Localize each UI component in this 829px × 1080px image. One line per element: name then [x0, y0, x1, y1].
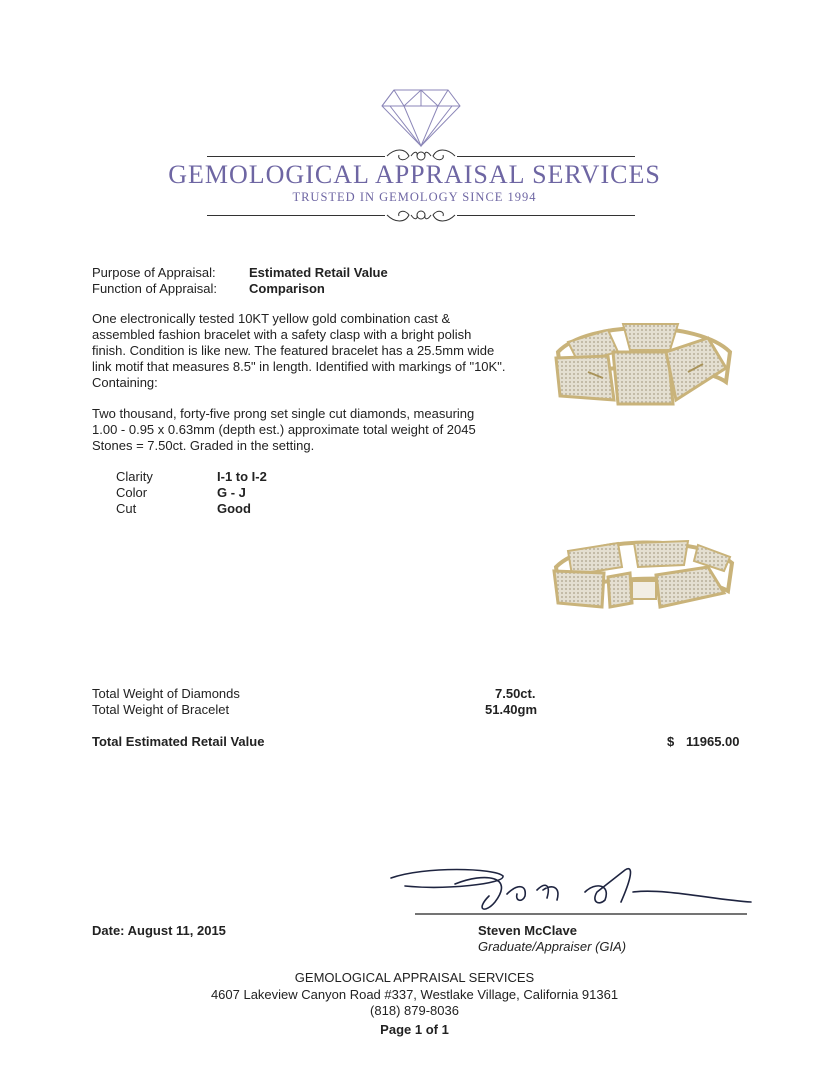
total-diamonds-label: Total Weight of Diamonds	[92, 686, 240, 701]
stone-description: Two thousand, forty-five prong set single cut diamonds, measuring 1.00 - 0.95 x 0.63mm (depth est.) approximate total weight of 2045 Stones = 7.50ct. Graded in the setting.	[92, 406, 476, 453]
appraiser-title: Graduate/Appraiser (GIA)	[478, 939, 627, 954]
total-diamonds-value: 7.50ct.	[495, 686, 536, 701]
color-value: G - J	[217, 485, 246, 500]
company-tagline: TRUSTED IN GEMOLOGY SINCE 1994	[292, 190, 537, 204]
bracelet-photo-top	[548, 312, 738, 412]
total-bracelet-value: 51.40gm	[485, 702, 538, 717]
footer-phone: (818) 879-8036	[370, 1003, 459, 1018]
clarity-label: Clarity	[116, 469, 153, 484]
company-title: GEMOLOGICAL APPRAISAL SERVICES	[168, 160, 661, 189]
cut-label: Cut	[116, 501, 137, 516]
function-label: Function of Appraisal:	[92, 281, 218, 296]
cut-value: Good	[217, 501, 251, 516]
header-rule-top-right	[457, 156, 635, 157]
purpose-label: Purpose of Appraisal:	[92, 265, 216, 280]
retail-value-amount: 11965.00	[686, 734, 740, 749]
diamond-logo-icon	[380, 88, 462, 148]
function-value: Comparison	[249, 281, 325, 296]
header-rule-top-left	[207, 156, 385, 157]
footer-address: 4607 Lakeview Canyon Road #337, Westlake Village, California 91361	[210, 987, 619, 1002]
total-bracelet-label: Total Weight of Bracelet	[92, 702, 230, 717]
header-rule-bottom-left	[207, 215, 385, 216]
color-label: Color	[116, 485, 148, 500]
item-description: One electronically tested 10KT yellow gold combination cast & assembled fashion bracelet with a safety clasp with a bright polish finish. Condition is like new. The featured bracelet has a 25.5mm wide link motif that measures 8.5" in length. Identified with markings of "10K". Containing:	[92, 311, 506, 390]
appraiser-name: Steven McClave	[478, 923, 577, 938]
appraisal-date: Date: August 11, 2015	[92, 923, 226, 938]
page-number: Page 1 of 1	[380, 1022, 449, 1037]
header-rule-bottom-right	[457, 215, 635, 216]
retail-currency: $	[667, 734, 675, 749]
purpose-value: Estimated Retail Value	[249, 265, 388, 280]
clarity-value: I-1 to I-2	[217, 469, 267, 484]
bracelet-photo-bottom	[548, 527, 738, 617]
retail-value-label: Total Estimated Retail Value	[92, 734, 265, 749]
footer-company: GEMOLOGICAL APPRAISAL SERVICES	[294, 970, 535, 985]
appraiser-signature	[385, 862, 755, 922]
scroll-flourish-icon	[385, 205, 457, 225]
